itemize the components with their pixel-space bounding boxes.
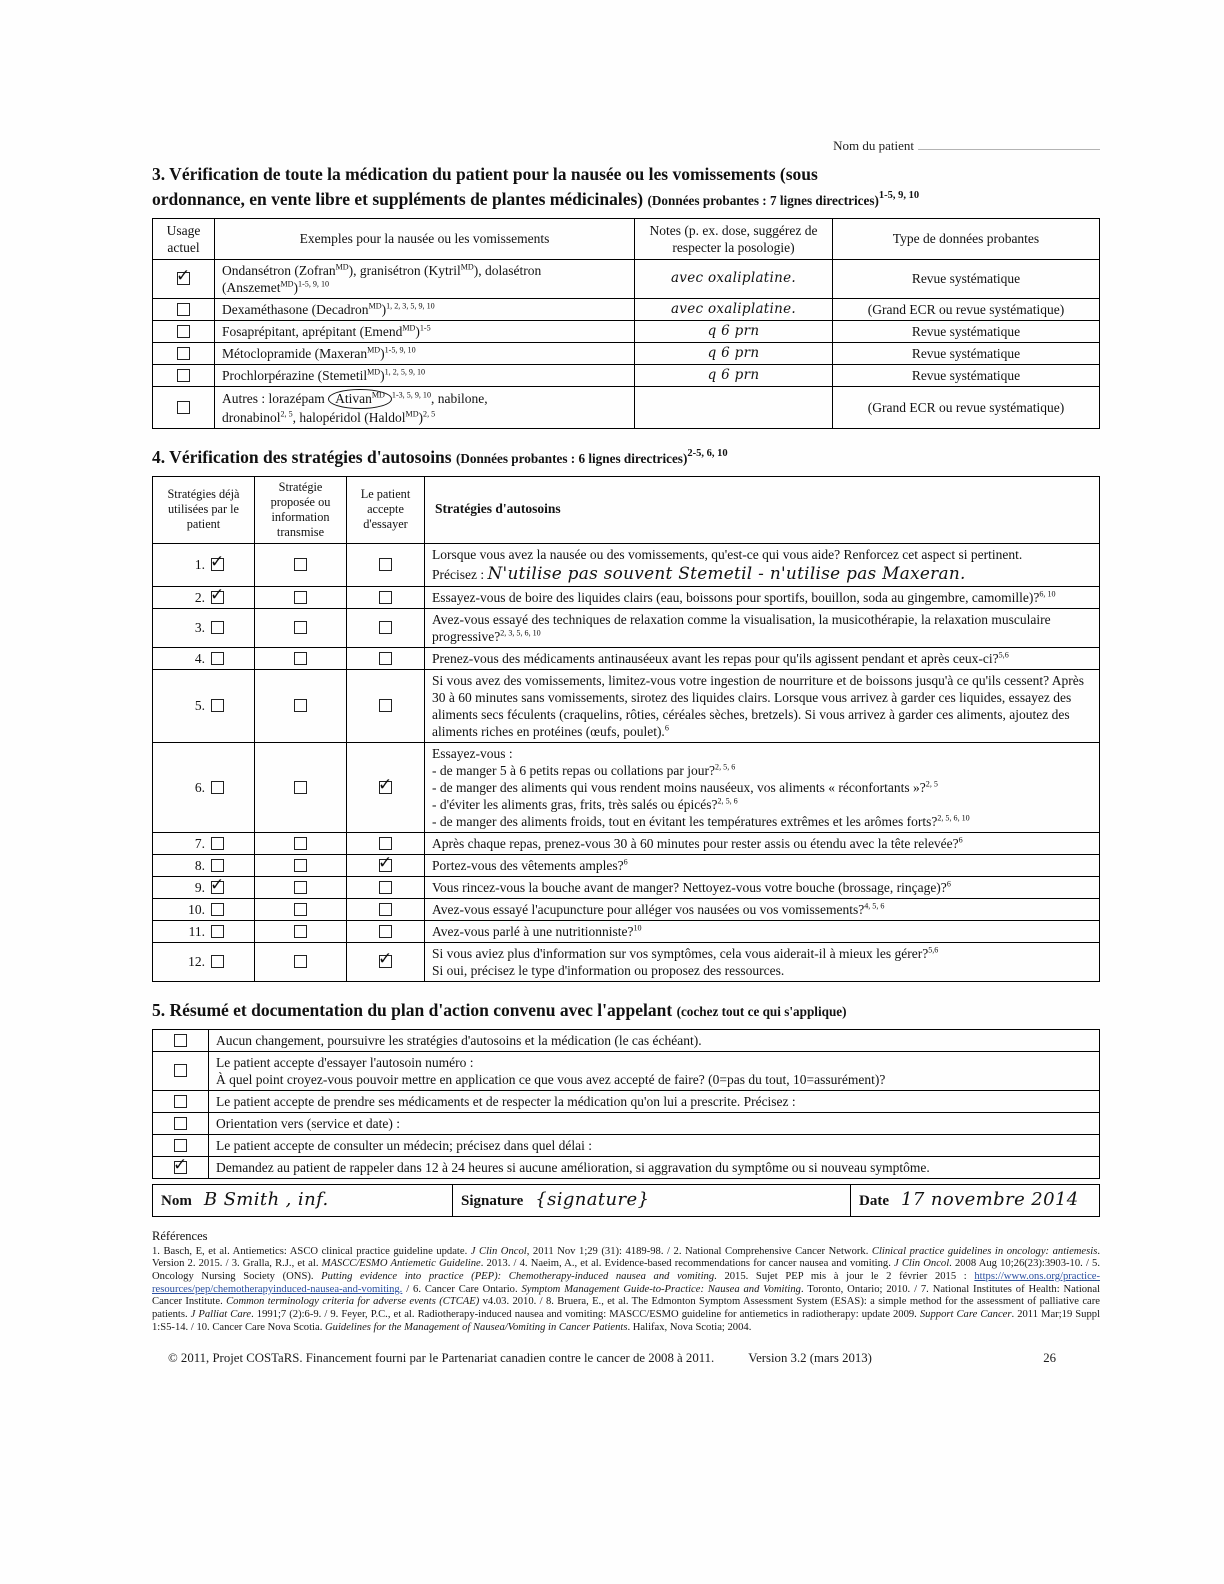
date-cell [851, 1184, 1100, 1216]
accepts-cell [347, 854, 425, 876]
name-value[interactable]: B Smith , inf. [203, 1188, 329, 1210]
summary-table [152, 1029, 1100, 1179]
summary-row [153, 1134, 1100, 1156]
strategy-row [153, 647, 1100, 669]
medication-header-row [153, 218, 1100, 259]
strategy-row [153, 669, 1100, 742]
strategy-row [153, 942, 1100, 981]
usage-cell [153, 386, 215, 428]
usage-cell [153, 259, 215, 298]
summary-checkbox[interactable] [174, 1139, 187, 1152]
drug-examples-cell: Fosaprépitant, aprépitant (Emend$^{MD}$)$^{1-5}$ [215, 320, 635, 342]
proposed-cell [255, 742, 347, 832]
strategy-text-cell: Essayez-vous de boire des liquides clairs (eau, boissons pour sportifs, bouillon, soda au gingembre, camomille)?$^{6, 10}$ [425, 586, 1100, 608]
proposed-cell [255, 586, 347, 608]
proposed-checkbox[interactable] [294, 955, 307, 968]
accepts-checkbox[interactable] [379, 621, 392, 634]
col-strategies-autosoins: Stratégies d'autosoins [425, 476, 1100, 543]
proposed-checkbox[interactable] [294, 591, 307, 604]
proposed-cell [255, 647, 347, 669]
summary-checkbox[interactable] [174, 1034, 187, 1047]
strategy-number: 8. [194, 857, 205, 873]
proposed-checkbox[interactable] [294, 837, 307, 850]
strategy-number: 2. [194, 589, 205, 605]
used-checkbox[interactable] [211, 925, 224, 938]
references-text: 1. Basch, E, et al. Antiemetics: ASCO clinical practice guideline update. J Clin Oncol, 2011 Nov 1;29 (31): 4189-98. / 2. National Comprehensive Cancer Network. Clinical practice guidelines in oncology: antiemesis. Version 2. 2015. / 3. Gralla, R.J., et al. MASCC/ESMO Antiemetic Guideline. 2013. / 4. Naeim, A., et al. Evidence-based recommendations for cancer nausea and vomiting. J Clin Oncol. 2008 Aug 10;26(23):3903-10. / 5. Oncology Nursing Society (ONS). Putting evidence into practice (PEP): Chemotherapy-induced nausea and vomiting. 2015. Sujet PEP mis à jour le 2 février 2015 : https://www.ons.org/practice-resources/pep/chemotherapyinduced-nausea-and-vomiting. / 6. Cancer Care Ontario. Symptom Management Guide-to-Practice: Nausea and Vomiting. Toronto, Ontario; 2010. / 7. National Institutes of Health: National Cancer Institute. Common terminology criteria for adverse events (CTCAE) v4.03. 2010. / 8. Bruera, E., et al. The Edmonton Symptom Assessment System (ESAS): a simple method for the assessment of palliative care patients. J Palliat Care. 1991;7 (2):6-9. / 9. Feyer, P.C., et al. Radiotherapy-induced nausea and vomiting: MASCC/ESMO guideline for antiemetics in radiotherapy: update 2009. Support Care Cancer. 2011 Mar;19 Suppl 1:S5-14. / 10. Cancer Care Nova Scotia. Guidelines for the Management of Nausea/Vomiting in Cancer Patients. Halifax, Nova Scotia; 2004. [152, 1245, 1101, 1333]
accepts-cell [347, 920, 425, 942]
dose-note-cell[interactable]: q 6 prn [635, 342, 833, 364]
accepts-cell [347, 942, 425, 981]
evidence-type-cell: Revue systématique [833, 342, 1100, 364]
section4-title: 4. Vérification des stratégies d'autosoins (Données probantes : 6 lignes directrices)$^{2-5, 6, 10}$ [152, 446, 728, 467]
accepts-cell [347, 669, 425, 742]
proposed-checkbox[interactable] [294, 699, 307, 712]
signature-value[interactable]: {signature} [535, 1188, 650, 1210]
usage-checkbox[interactable] [177, 369, 190, 382]
drug-examples-cell: Métoclopramide (Maxeran$^{MD}$)$^{1-5, 9, 10}$ [215, 342, 635, 364]
usage-checkbox[interactable] [177, 325, 190, 338]
accepts-cell [347, 586, 425, 608]
accepts-checkbox[interactable] [379, 699, 392, 712]
col-notes: Notes (p. ex. dose, suggérez de respecter la posologie) [635, 218, 833, 259]
accepts-cell [347, 832, 425, 854]
summary-check-cell [153, 1029, 209, 1051]
name-cell [153, 1184, 453, 1216]
accepts-cell [347, 898, 425, 920]
evidence-type-cell: (Grand ECR ou revue systématique) [833, 386, 1100, 428]
summary-checkbox[interactable] [174, 1117, 187, 1130]
accepts-checkbox[interactable] [379, 881, 392, 894]
summary-check-cell [153, 1051, 209, 1090]
used-checkbox[interactable] [211, 955, 224, 968]
accepts-cell [347, 608, 425, 647]
used-cell [153, 920, 255, 942]
references-section [152, 1229, 1100, 1335]
dose-note-cell[interactable]: q 6 prn [635, 364, 833, 386]
used-checkbox[interactable] [211, 859, 224, 872]
strategy-row [153, 898, 1100, 920]
col-type-donnees: Type de données probantes [833, 218, 1100, 259]
drug-examples-cell: Dexaméthasone (Decadron$^{MD}$)$^{1, 2, 3, 5, 9, 10}$ [215, 298, 635, 320]
proposed-checkbox[interactable] [294, 558, 307, 571]
col-patient-accepte: Le patient accepte d'essayer [347, 476, 425, 543]
medication-row [153, 320, 1100, 342]
drug-examples-cell: Ondansétron (Zofran$^{MD}$), granisétron (Kytril$^{MD}$), dolasétron (Anszemet$^{MD}$)$^{1-5, 9, 10}$ [215, 259, 635, 298]
section3-title: 3. Vérification de toute la médication du patient pour la nausée ou les vomissements (sous ordonnance, en vente libre et suppléments de plantes médicinales) (Données probantes : 7 lignes directrices)$^{1-5, 9, 10}$ [152, 164, 920, 209]
strategy-text-cell: Si vous aviez plus d'information sur vos symptômes, cela vous aiderait-il à mieux les gérer?$^{5,6}$ Si oui, précisez le type d'information ou proposez des ressources. [425, 942, 1100, 981]
dose-note-cell[interactable]: avec oxaliplatine. [635, 298, 833, 320]
strategy-number: 3. [194, 620, 205, 636]
proposed-cell [255, 543, 347, 586]
signature-row [153, 1184, 1100, 1216]
strategies-table [152, 476, 1100, 982]
used-cell [153, 608, 255, 647]
used-cell [153, 942, 255, 981]
summary-text-cell: Le patient accepte d'essayer l'autosoin numéro : À quel point croyez-vous pouvoir mettre en application ce que vous avez accepté de faire? (0=pas du tout, 10=assurément)? [209, 1051, 1100, 1090]
strategy-number: 7. [194, 835, 205, 851]
used-cell [153, 543, 255, 586]
strategy-text-cell: Vous rincez-vous la bouche avant de manger? Nettoyez-vous votre bouche (brossage, rinçage)?$^6$ [425, 876, 1100, 898]
usage-cell [153, 298, 215, 320]
summary-row [153, 1051, 1100, 1090]
medication-row [153, 342, 1100, 364]
summary-checkbox[interactable] [174, 1095, 187, 1108]
strategy-text-cell: Lorsque vous avez la nausée ou des vomissements, qu'est-ce qui vous aide? Renforcez cet aspect si pertinent. Précisez : N'utilise pas souvent Stemetil - n'utilise pas Maxeran. [425, 543, 1100, 586]
summary-text-cell: Orientation vers (service et date) : [209, 1112, 1100, 1134]
medication-row [153, 298, 1100, 320]
strategy-row [153, 608, 1100, 647]
strategy-row [153, 854, 1100, 876]
footer-copyright: © 2011, Projet COSTaRS. Financement fourni par le Partenariat canadien contre le cancer de 2008 à 2011. [168, 1350, 715, 1365]
footer-version: Version 3.2 (mars 2013) [748, 1350, 872, 1365]
used-cell [153, 876, 255, 898]
proposed-checkbox[interactable] [294, 881, 307, 894]
accepts-checkbox[interactable] [379, 781, 392, 794]
accepts-checkbox[interactable] [379, 591, 392, 604]
evidence-type-cell: Revue systématique [833, 364, 1100, 386]
strategies-table-body [153, 543, 1100, 981]
used-cell [153, 832, 255, 854]
usage-cell [153, 342, 215, 364]
used-checkbox[interactable] [211, 591, 224, 604]
summary-row [153, 1156, 1100, 1178]
patient-name-label: Nom du patient [833, 138, 914, 153]
medication-table [152, 218, 1100, 429]
summary-checkbox[interactable] [174, 1161, 187, 1174]
usage-checkbox[interactable] [177, 401, 190, 414]
accepts-checkbox[interactable] [379, 903, 392, 916]
proposed-cell [255, 876, 347, 898]
col-strategie-proposee: Stratégie proposée ou information transmise [255, 476, 347, 543]
strategy-number: 1. [194, 557, 205, 573]
proposed-checkbox[interactable] [294, 925, 307, 938]
summary-row [153, 1090, 1100, 1112]
patient-name-field[interactable] [918, 138, 1100, 150]
section5-title: 5. Résumé et documentation du plan d'action convenu avec l'appelant (cochez tout ce qui s'applique) [152, 999, 847, 1020]
proposed-cell [255, 920, 347, 942]
used-cell [153, 647, 255, 669]
used-checkbox[interactable] [211, 903, 224, 916]
strategy-number: 5. [194, 698, 205, 714]
strategy-number: 9. [194, 879, 205, 895]
proposed-cell [255, 608, 347, 647]
accepts-cell [347, 876, 425, 898]
accepts-checkbox[interactable] [379, 859, 392, 872]
used-cell [153, 898, 255, 920]
accepts-checkbox[interactable] [379, 955, 392, 968]
used-checkbox[interactable] [211, 558, 224, 571]
strategy-row [153, 543, 1100, 586]
proposed-checkbox[interactable] [294, 859, 307, 872]
summary-row [153, 1112, 1100, 1134]
usage-checkbox[interactable] [177, 303, 190, 316]
accepts-cell [347, 543, 425, 586]
strategy-text-cell: Essayez-vous : - de manger 5 à 6 petits repas ou collations par jour?$^{2, 5, 6}$ - de manger des aliments qui vous rendent moins nauséeux, vos aliments « réconfortants »?$^{2, 5}$ - d'éviter les aliments gras, frits, très salés ou épicés?$^{2, 5, 6}$ - de manger des aliments froids, tout en évitant les températures extrêmes et les arômes forts?$^{2, 5, 6, 10}$ [425, 742, 1100, 832]
proposed-checkbox[interactable] [294, 781, 307, 794]
used-checkbox[interactable] [211, 699, 224, 712]
page-footer [152, 1351, 1100, 1366]
references-title: Références [152, 1228, 208, 1243]
medication-row [153, 259, 1100, 298]
strategy-text-cell: Prenez-vous des médicaments antinauséeux avant les repas pour qu'ils agissent pendant et après ceux-ci?$^{5,6}$ [425, 647, 1100, 669]
strategy-text-cell: Avez-vous essayé l'acupuncture pour alléger vos nausées ou vos vomissements?$^{4, 5, 6}$ [425, 898, 1100, 920]
dose-note-cell[interactable] [635, 386, 833, 428]
accepts-checkbox[interactable] [379, 652, 392, 665]
strategy-text-cell: Portez-vous des vêtements amples?$^6$ [425, 854, 1100, 876]
used-checkbox[interactable] [211, 652, 224, 665]
drug-examples-cell: Autres : lorazépam Ativan$^{MD}$ $^{1-3, 5, 9, 10}$, nabilone, dronabinol$^{2, 5}$, halopéridol (Haldol$^{MD}$)$^{2, 5}$ [215, 386, 635, 428]
used-cell [153, 742, 255, 832]
used-cell [153, 586, 255, 608]
strategies-header-row [153, 476, 1100, 543]
name-label: Nom [161, 1192, 192, 1209]
accepts-checkbox[interactable] [379, 558, 392, 571]
used-checkbox[interactable] [211, 621, 224, 634]
proposed-cell [255, 832, 347, 854]
evidence-type-cell: Revue systématique [833, 259, 1100, 298]
strategy-number: 12. [188, 954, 205, 970]
proposed-cell [255, 942, 347, 981]
used-checkbox[interactable] [211, 781, 224, 794]
summary-table-body [153, 1029, 1100, 1178]
proposed-checkbox[interactable] [294, 652, 307, 665]
used-checkbox[interactable] [211, 837, 224, 850]
strategy-text-cell: Si vous avez des vomissements, limitez-vous votre ingestion de nourriture et de boissons jusqu'à ce qu'ils cessent? Après 30 à 60 minutes sans vomissements, sirotez des liquides clairs. Lorsque vous arrivez à garder ces liquides, essayez des aliments secs féculents (craquelins, rôties, céréales sèches, bretzels). Si vous arrivez à garder ces aliments, ajoutez des aliments riches en protéines (œufs, poulet).$^6$ [425, 669, 1100, 742]
summary-text-cell: Aucun changement, poursuivre les stratégies d'autosoins et la médication (le cas échéant). [209, 1029, 1100, 1051]
proposed-cell [255, 669, 347, 742]
medication-row [153, 386, 1100, 428]
usage-cell [153, 320, 215, 342]
used-cell [153, 669, 255, 742]
strategy-number: 10. [188, 901, 205, 917]
accepts-checkbox[interactable] [379, 925, 392, 938]
strategy-text-cell: Avez-vous essayé des techniques de relaxation comme la visualisation, la musicothérapie, la relaxation musculaire progressive?$^{2, 3, 5, 6, 10}$ [425, 608, 1100, 647]
accepts-cell [347, 647, 425, 669]
summary-checkbox[interactable] [174, 1064, 187, 1077]
summary-text-cell: Le patient accepte de consulter un médecin; précisez dans quel délai : [209, 1134, 1100, 1156]
strategy-number: 4. [194, 650, 205, 666]
dose-note-cell[interactable]: avec oxaliplatine. [635, 259, 833, 298]
page-number: 26 [1043, 1350, 1056, 1365]
summary-check-cell [153, 1112, 209, 1134]
signature-label: Signature [461, 1192, 524, 1209]
strategy-number: 6. [194, 779, 205, 795]
strategy-row [153, 876, 1100, 898]
evidence-type-cell: Revue systématique [833, 320, 1100, 342]
proposed-cell [255, 898, 347, 920]
patient-name-line [152, 138, 1100, 154]
strategy-row [153, 586, 1100, 608]
dose-note-cell[interactable]: q 6 prn [635, 320, 833, 342]
used-checkbox[interactable] [211, 881, 224, 894]
signature-table [152, 1184, 1100, 1217]
usage-checkbox[interactable] [177, 347, 190, 360]
strategy-row [153, 742, 1100, 832]
evidence-type-cell: (Grand ECR ou revue systématique) [833, 298, 1100, 320]
proposed-checkbox[interactable] [294, 903, 307, 916]
strategy-text-cell: Avez-vous parlé à une nutritionniste?$^{10}$ [425, 920, 1100, 942]
summary-text-cell: Le patient accepte de prendre ses médicaments et de respecter la médication qu'on lui a prescrite. Précisez : [209, 1090, 1100, 1112]
summary-row [153, 1029, 1100, 1051]
proposed-checkbox[interactable] [294, 621, 307, 634]
strategy-row [153, 920, 1100, 942]
date-label: Date [859, 1192, 889, 1209]
date-value[interactable]: 17 novembre 2014 [901, 1188, 1079, 1210]
used-cell [153, 854, 255, 876]
usage-checkbox[interactable] [177, 272, 190, 285]
summary-check-cell [153, 1134, 209, 1156]
summary-check-cell [153, 1090, 209, 1112]
signature-cell [453, 1184, 851, 1216]
accepts-cell [347, 742, 425, 832]
strategy-row [153, 832, 1100, 854]
col-strategies-utilisees: Stratégies déjà utilisées par le patient [153, 476, 255, 543]
summary-check-cell [153, 1156, 209, 1178]
medication-row [153, 364, 1100, 386]
accepts-checkbox[interactable] [379, 837, 392, 850]
strategy-text-cell: Après chaque repas, prenez-vous 30 à 60 minutes pour rester assis ou étendu avec la tête relevée?$^6$ [425, 832, 1100, 854]
col-usage-actuel: Usage actuel [153, 218, 215, 259]
strategy-number: 11. [188, 923, 205, 939]
summary-text-cell: Demandez au patient de rappeler dans 12 à 24 heures si aucune amélioration, si aggravation du symptôme ou si nouveau symptôme. [209, 1156, 1100, 1178]
usage-cell [153, 364, 215, 386]
medication-table-body [153, 259, 1100, 428]
proposed-cell [255, 854, 347, 876]
drug-examples-cell: Prochlorpérazine (Stemetil$^{MD}$)$^{1, 2, 5, 9, 10}$ [215, 364, 635, 386]
col-exemples: Exemples pour la nausée ou les vomissements [215, 218, 635, 259]
